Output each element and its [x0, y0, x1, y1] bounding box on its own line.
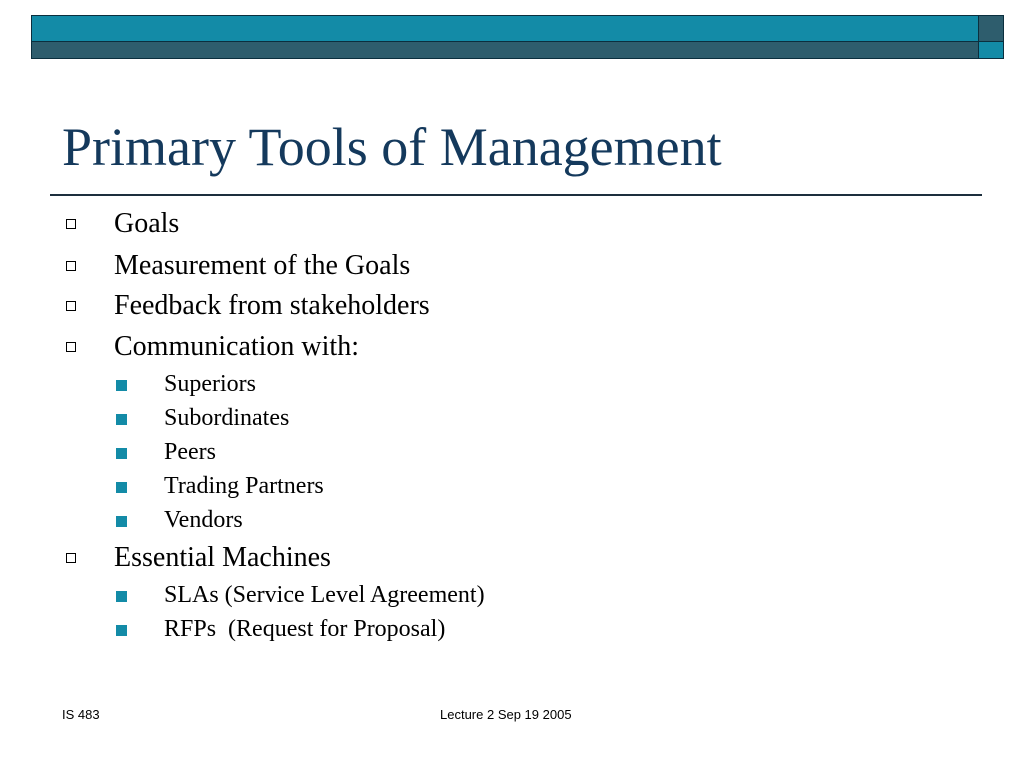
hollow-square-bullet-icon [66, 342, 76, 352]
sub-bullet-text: SLAs (Service Level Agreement) [164, 582, 485, 608]
header-band-top [31, 15, 979, 42]
header-band-bottom [31, 41, 979, 59]
bullet-item [114, 289, 430, 323]
header-corner-block-bottom [978, 41, 1004, 59]
filled-square-bullet-icon [116, 516, 127, 527]
sub-bullet-text: RFPs (Request for Proposal) [164, 616, 446, 642]
filled-square-bullet-icon [116, 625, 127, 636]
filled-square-bullet-icon [116, 591, 127, 602]
sub-bullet-text: Subordinates [164, 405, 290, 431]
bullet-item [114, 330, 359, 364]
sub-bullet-text: Superiors [164, 371, 256, 397]
hollow-square-bullet-icon [66, 301, 76, 311]
filled-square-bullet-icon [116, 482, 127, 493]
bullet-item [114, 249, 410, 283]
sub-bullet-item [164, 471, 324, 501]
sub-bullet-item [164, 614, 445, 644]
sub-bullet-item [164, 369, 256, 399]
bullet-item [114, 541, 331, 575]
footer-course-code: IS 483 [62, 707, 100, 722]
sub-bullet-item [164, 437, 216, 467]
filled-square-bullet-icon [116, 448, 127, 459]
bullet-text: Measurement of the Goals [114, 250, 411, 281]
hollow-square-bullet-icon [66, 261, 76, 271]
title-divider [50, 194, 982, 196]
filled-square-bullet-icon [116, 414, 127, 425]
footer-lecture-date: Lecture 2 Sep 19 2005 [440, 707, 572, 722]
bullet-item [114, 207, 179, 241]
bullet-text: Goals [114, 208, 180, 239]
sub-bullet-text: Vendors [164, 507, 243, 533]
bullet-text: Communication with: [114, 331, 359, 362]
bullet-text: Feedback from stakeholders [114, 290, 430, 321]
slide-title: Primary Tools of Management [62, 117, 722, 177]
sub-bullet-item [164, 580, 485, 610]
sub-bullet-item [164, 505, 243, 535]
hollow-square-bullet-icon [66, 219, 76, 229]
sub-bullet-text: Peers [164, 439, 216, 465]
sub-bullet-text: Trading Partners [164, 473, 324, 499]
hollow-square-bullet-icon [66, 553, 76, 563]
header-corner-block-top [978, 15, 1004, 42]
bullet-text: Essential Machines [114, 542, 331, 573]
filled-square-bullet-icon [116, 380, 127, 391]
sub-bullet-item [164, 403, 289, 433]
